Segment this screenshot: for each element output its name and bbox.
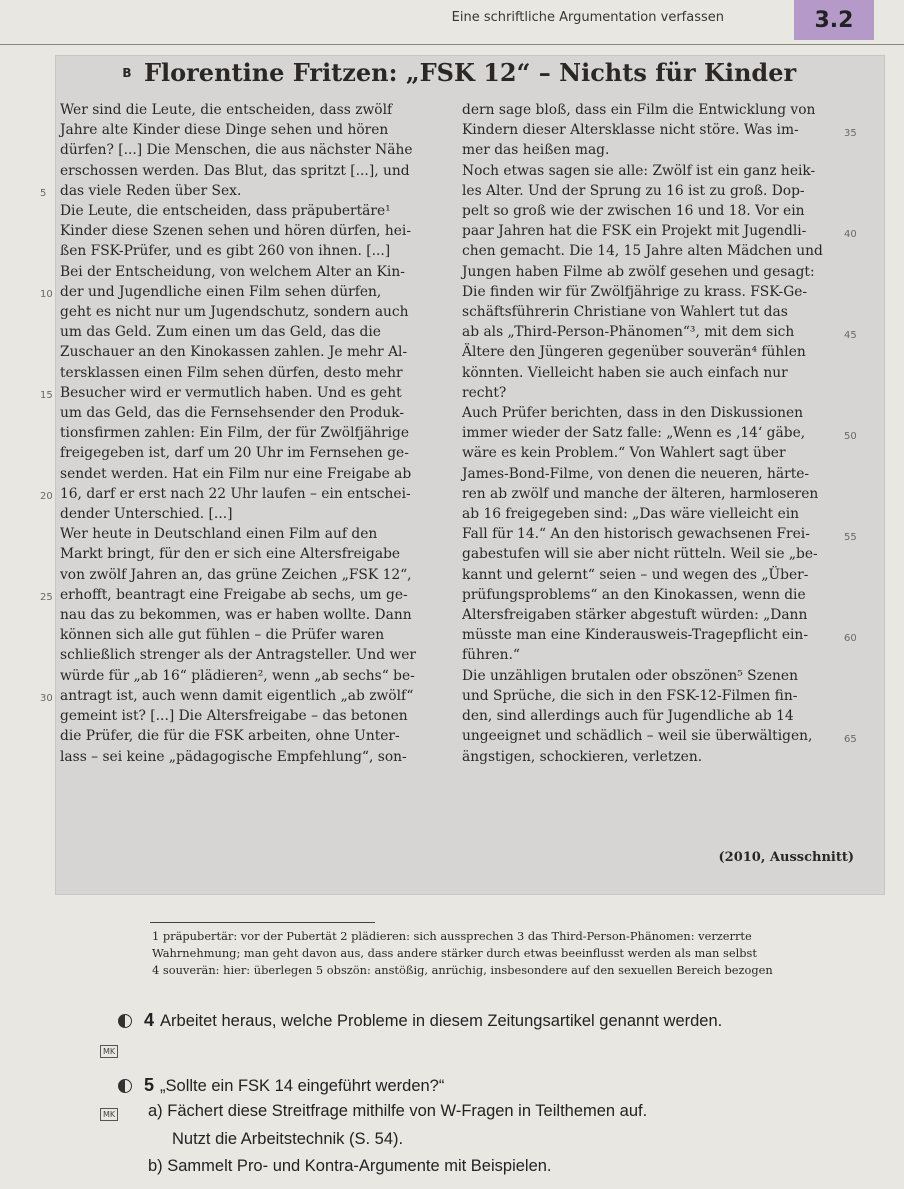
- section-label: Eine schriftliche Argumentation verfassen: [451, 10, 724, 25]
- line-number: 15: [40, 389, 53, 401]
- article-line: [60, 241, 445, 261]
- line-text: geht es nicht nur um Jugendschutz, sondern auch: [60, 304, 409, 321]
- line-text: um das Geld, das die Fernsehsender den Produk-: [60, 405, 405, 422]
- article-line: [462, 282, 852, 302]
- footnote-line: 4 souverän: hier: überlegen 5 obszön: anstößig, anrüchig, insbesondere auf den sexuellen Bereich bezogen: [152, 963, 773, 977]
- line-text: können sich alle gut fühlen – die Prüfer waren: [60, 627, 385, 644]
- article-line: [40, 181, 445, 201]
- article-line: [462, 706, 852, 726]
- article-line: [462, 221, 857, 241]
- article-line: [60, 262, 445, 282]
- article-line: [462, 140, 852, 160]
- article-line: [462, 363, 852, 383]
- article-line: [60, 464, 445, 484]
- article-line: [60, 140, 445, 160]
- line-text: der und Jugendliche einen Film sehen dürfen,: [60, 283, 382, 300]
- line-text: tionsfirmen zahlen: Ein Film, der für Zwölfjährige: [60, 425, 409, 442]
- line-text: mer das heißen mag.: [462, 142, 610, 159]
- line-text: Altersfreigaben stärker abgestuft würden: „Dann: [462, 607, 808, 624]
- article-line: [462, 524, 857, 544]
- line-number: 50: [844, 431, 857, 443]
- article-line: [60, 726, 445, 746]
- line-text: Wer heute in Deutschland einen Film auf den: [60, 526, 378, 543]
- article-line: [40, 383, 445, 403]
- article-line: [60, 706, 445, 726]
- article-line: [462, 403, 852, 423]
- article-line: [462, 322, 857, 342]
- line-text: ab 16 freigegeben sind: „Das wäre vielleicht ein: [462, 506, 800, 523]
- line-text: könnten. Vielleicht haben sie auch einfach nur: [462, 364, 788, 381]
- line-number: 25: [40, 591, 53, 603]
- article-line: [462, 302, 852, 322]
- article-line: [462, 484, 852, 504]
- line-text: Fall für 14.“ An den historisch gewachsenen Frei-: [462, 526, 810, 543]
- line-text: Wer sind die Leute, die entscheiden, dass zwölf: [60, 102, 393, 118]
- line-text: dürfen? [...] Die Menschen, die aus nächster Nähe: [60, 142, 413, 159]
- line-text: pelt so groß wie der zwischen 16 und 18. Vor ein: [462, 203, 805, 220]
- line-text: ängstigen, schockieren, verletzen.: [462, 748, 703, 765]
- line-text: Jahre alte Kinder diese Dinge sehen und hören: [60, 122, 389, 139]
- article-line: [462, 585, 852, 605]
- article-line: [60, 363, 445, 383]
- line-text: Jungen haben Filme ab zwölf gesehen und gesagt:: [462, 263, 815, 280]
- line-number: 65: [844, 734, 857, 746]
- line-number: 60: [844, 633, 857, 645]
- article-line: [40, 686, 445, 706]
- line-text: erschossen werden. Das Blut, das spritzt [...], und: [60, 162, 410, 179]
- article-column-left: [40, 100, 445, 767]
- article-line: [60, 423, 445, 443]
- line-number: 55: [844, 532, 857, 544]
- line-text: ungeeignet und schädlich – weil sie überwältigen,: [462, 728, 813, 745]
- line-text: Ältere den Jüngeren gegenüber souverän⁴ fühlen: [462, 344, 806, 361]
- line-number: 20: [40, 490, 53, 502]
- article-line: [60, 544, 445, 564]
- article-line: [60, 100, 445, 120]
- line-text: recht?: [462, 384, 507, 401]
- line-text: und Sprüche, die sich in den FSK-12-Filmen fin-: [462, 687, 798, 704]
- article-line: [462, 686, 852, 706]
- line-text: gemeint ist? [...] Die Altersfreigabe – das betonen: [60, 708, 408, 725]
- line-number: 45: [844, 330, 857, 342]
- article-line: [60, 342, 445, 362]
- line-text: ßen FSK-Prüfer, und es gibt 260 von ihnen. [...]: [60, 243, 391, 260]
- line-text: führen.“: [462, 647, 520, 664]
- article-line: [462, 645, 852, 665]
- line-text: gabestufen will sie aber nicht rütteln. Weil sie „be-: [462, 546, 818, 563]
- line-text: kannt und gelernt“ seien – und wegen des „Über-: [462, 566, 809, 583]
- article-line: [60, 565, 445, 585]
- article-line: [462, 100, 852, 120]
- line-text: chen gemacht. Die 14, 15 Jahre alten Mädchen und: [462, 243, 823, 260]
- line-text: Auch Prüfer berichten, dass in den Diskussionen: [462, 405, 804, 422]
- article-line: [60, 504, 445, 524]
- article-line: [462, 464, 852, 484]
- line-text: antragt ist, auch wenn damit eigentlich „ab zwölf“: [60, 687, 414, 704]
- line-text: Kindern dieser Altersklasse nicht störe. Was im-: [462, 122, 799, 139]
- line-text: schäftsführerin Christiane von Wahlert tut das: [462, 304, 788, 321]
- line-text: Die finden wir für Zwölfjährige zu krass. FSK-Ge-: [462, 283, 808, 300]
- line-text: prüfungsproblems“ an den Kinokassen, wenn die: [462, 586, 806, 603]
- article-line: [462, 342, 852, 362]
- article-line: [60, 524, 445, 544]
- mk-badge: MK: [100, 1108, 118, 1121]
- article-line: [60, 747, 445, 767]
- line-text: freigegeben ist, darf um 20 Uhr im Fernsehen ge-: [60, 445, 409, 462]
- line-number: 10: [40, 288, 53, 300]
- article-line: [60, 322, 445, 342]
- header-divider: [0, 44, 904, 45]
- task-5: [118, 1075, 444, 1096]
- line-text: erhofft, beantragt eine Freigabe ab sechs, um ge-: [60, 586, 408, 603]
- line-text: Zuschauer an den Kinokassen zahlen. Je mehr Al-: [60, 344, 408, 361]
- line-text: dern sage bloß, dass ein Film die Entwicklung von: [462, 102, 816, 118]
- article-source: (2010, Ausschnitt): [718, 850, 854, 865]
- line-text: Kinder diese Szenen sehen und hören dürfen, hei-: [60, 223, 411, 240]
- line-text: die Prüfer, die für die FSK arbeiten, ohne Unter-: [60, 728, 400, 745]
- line-text: ab als „Third-Person-Phänomen“³, mit dem sich: [462, 324, 795, 341]
- footnote-divider: [150, 922, 375, 923]
- line-text: schließlich strenger als der Antragsteller. Und wer: [60, 647, 417, 664]
- article-column-right: [462, 100, 857, 767]
- article-line: [60, 221, 445, 241]
- line-text: um das Geld. Zum einen um das Geld, das die: [60, 324, 381, 341]
- article-title: Florentine Fritzen: „FSK 12“ – Nichts für Kinder: [144, 58, 797, 87]
- task-number: 4: [144, 1010, 155, 1030]
- line-text: paar Jahren hat die FSK ein Projekt mit Jugendli-: [462, 223, 807, 240]
- article-line: [462, 504, 852, 524]
- line-text: wäre es kein Problem.“ Von Wahlert sagt über: [462, 445, 786, 462]
- article-line: [40, 484, 445, 504]
- task-5a: a) Fächert diese Streitfrage mithilfe von W-Fragen in Teilthemen auf.: [148, 1102, 648, 1120]
- line-text: dender Unterschied. [...]: [60, 506, 233, 523]
- article-line: [462, 241, 852, 261]
- line-text: tersklassen einen Film sehen dürfen, desto mehr: [60, 364, 403, 381]
- line-number: 5: [40, 187, 47, 199]
- article-line: [462, 201, 852, 221]
- task-number: 5: [144, 1075, 155, 1095]
- article-line: [462, 726, 857, 746]
- article-line: [60, 645, 445, 665]
- line-text: von zwölf Jahren an, das grüne Zeichen „FSK 12“,: [60, 566, 412, 583]
- difficulty-dot-icon: [118, 1079, 132, 1093]
- article-line: [462, 383, 852, 403]
- line-number: 35: [844, 128, 857, 140]
- article-line: [40, 585, 445, 605]
- line-text: lass – sei keine „pädagogische Empfehlung“, son-: [60, 748, 407, 765]
- task-4: [118, 1010, 722, 1031]
- line-text: 16, darf er erst nach 22 Uhr laufen – ein entschei-: [60, 485, 411, 502]
- article-line: [462, 181, 852, 201]
- task-5b: b) Sammelt Pro- und Kontra-Argumente mit Beispielen.: [148, 1157, 552, 1175]
- line-text: müsste man eine Kinderausweis-Tragepflicht ein-: [462, 627, 808, 644]
- task-text: Arbeitet heraus, welche Probleme in diesem Zeitungsartikel genannt werden.: [160, 1012, 723, 1030]
- article-line: [60, 625, 445, 645]
- task-5a-hint: Nutzt die Arbeitstechnik (S. 54).: [172, 1130, 404, 1148]
- article-line: [462, 666, 852, 686]
- line-text: würde für „ab 16“ plädieren², wenn „ab sechs“ be-: [60, 667, 415, 684]
- article-line: [40, 282, 445, 302]
- article-line: [60, 403, 445, 423]
- chapter-badge: 3.2: [794, 0, 874, 40]
- article-line: [462, 443, 852, 463]
- footnotes: [152, 928, 852, 979]
- article-line: [462, 625, 857, 645]
- article-line: [462, 747, 852, 767]
- article-line: [462, 120, 857, 140]
- line-text: immer wieder der Satz falle: „Wenn es ‚14‘ gäbe,: [462, 425, 806, 442]
- article-line: [462, 161, 852, 181]
- line-text: Bei der Entscheidung, von welchem Alter an Kin-: [60, 263, 405, 280]
- article-line: [60, 120, 445, 140]
- line-text: Die Leute, die entscheiden, dass präpubertäre¹: [60, 203, 391, 220]
- footnote-line: 1 präpubertär: vor der Pubertät 2 plädieren: sich aussprechen 3 das Third-Person-Phänomen: verzerrte: [152, 929, 752, 943]
- line-number: 30: [40, 692, 53, 704]
- line-number: 40: [844, 229, 857, 241]
- article-line: [462, 544, 852, 564]
- line-text: das viele Reden über Sex.: [60, 182, 242, 199]
- line-text: sendet werden. Hat ein Film nur eine Freigabe ab: [60, 465, 412, 482]
- line-text: Noch etwas sagen sie alle: Zwölf ist ein ganz heik-: [462, 162, 816, 179]
- line-text: les Alter. Und der Sprung zu 16 ist zu groß. Dop-: [462, 182, 805, 199]
- line-text: Besucher wird er vermutlich haben. Und es geht: [60, 384, 402, 401]
- article-line: [462, 565, 852, 585]
- article-title-row: [118, 58, 796, 87]
- article-line: [462, 605, 852, 625]
- article-line: [462, 423, 857, 443]
- difficulty-dot-icon: [118, 1014, 132, 1028]
- material-marker-icon: B: [122, 66, 132, 80]
- line-text: ren ab zwölf und manche der älteren, harmloseren: [462, 485, 819, 502]
- footnote-line: Wahrnehmung; man geht davon aus, dass andere stärker durch etwas beeinflusst werden als man selbst: [152, 946, 757, 960]
- article-line: [60, 161, 445, 181]
- line-text: nau das zu bekommen, was er haben wollte. Dann: [60, 607, 412, 624]
- article-line: [60, 443, 445, 463]
- task-text: „Sollte ein FSK 14 eingeführt werden?“: [160, 1077, 445, 1095]
- mk-badge: MK: [100, 1045, 118, 1058]
- article-line: [60, 201, 445, 221]
- article-line: [60, 302, 445, 322]
- article-line: [60, 605, 445, 625]
- line-text: Markt bringt, für den er sich eine Altersfreigabe: [60, 546, 401, 563]
- article-line: [60, 666, 445, 686]
- article-line: [462, 262, 852, 282]
- line-text: den, sind allerdings auch für Jugendliche ab 14: [462, 708, 794, 725]
- line-text: James-Bond-Filme, von denen die neueren, härte-: [462, 465, 810, 482]
- line-text: Die unzähligen brutalen oder obszönen⁵ Szenen: [462, 667, 798, 684]
